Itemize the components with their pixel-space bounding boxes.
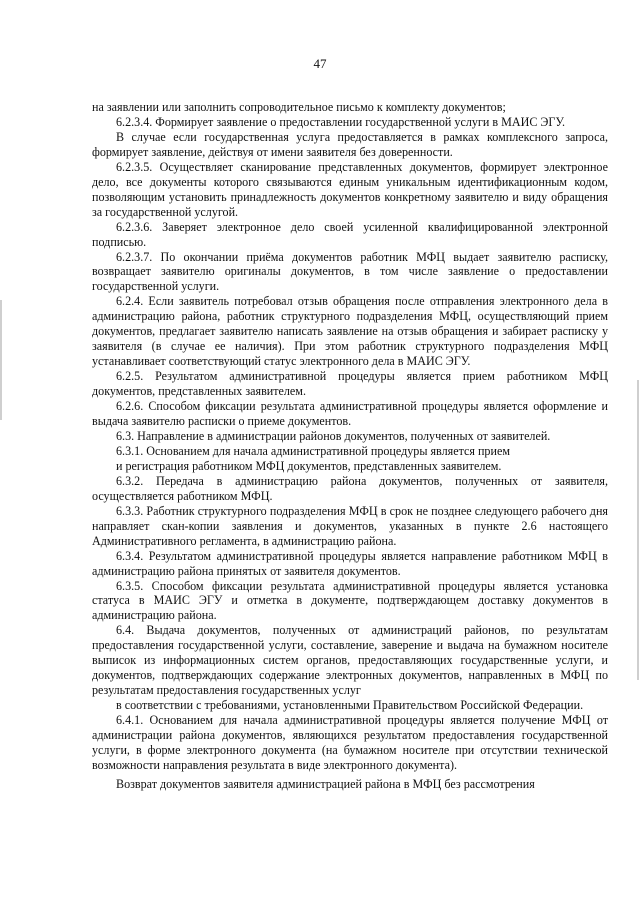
paragraph-6-2-3-7: 6.2.3.7. По окончании приёма документов работник МФЦ выдает заявителю расписку, возвращает заявителю оригиналы документов, в том числе заявление о предоставлении государственной услуги. (92, 249, 608, 294)
paragraph-6-3: 6.3. Направление в администрации районов документов, полученных от заявителей. (116, 428, 551, 443)
paragraph-6-2-5: 6.2.5. Результатом административной процедуры является прием работником МФЦ документов, представленных заявителем. (92, 369, 608, 399)
paragraph-6-4: 6.4. Выдача документов, полученных от администраций районов, по результатам предоставления государственной услуги, составление, заверение и выдача на бумажном носителе выписок из информационных систем органов, предоставляющих государственные услуги, и документов, подтверждающих содержание электронных документов, направленных в МФЦ по результатам предоставления государственных услуг (92, 623, 608, 698)
paragraph-6-3-4: 6.3.4. Результатом административной процедуры является направление работником МФЦ в администрацию района принятых от заявителя документов. (92, 548, 608, 578)
paragraph-6-3-3: 6.3.3. Работник структурного подразделения МФЦ в срок не позднее следующего рабочего дня направляет скан-копии заявления и документов, указанных в пункте 2.6 настоящего Административного регламента, в администрацию района. (92, 503, 608, 548)
paragraph-6-4-continued: в соответствии с требованиями, установленными Правительством Российской Федерации. (116, 698, 584, 713)
paragraph-6-2-4: 6.2.4. Если заявитель потребовал отзыв обращения после отправления электронного дела в администрацию района, работник структурного подразделения МФЦ, осуществляющий прием документов, предлагает заявителю написать заявление на отзыв обращения и забирает расписку у заявителя (в случае ее наличия). При этом работник структурного подразделения МФЦ устанавливает соответствующий статус электронного дела в МАИС ЭГУ. (92, 294, 608, 369)
paragraph-6-3-1: 6.3.1. Основанием для начала административной процедуры является прием (116, 443, 510, 458)
paragraph-6-2-3-5: 6.2.3.5. Осуществляет сканирование представленных документов, формирует электронное дело, все документы которого связываются единым уникальным идентификационным кодом, позволяющим установить принадлежность документов конкретному заявителю и виду обращения за государственной услугой. (92, 159, 608, 219)
paragraph-6-3-5: 6.3.5. Способом фиксации результата административной процедуры является установка статуса в МАИС ЭГУ и отметка в документе, подтверждающем доставку документов в администрацию района. (92, 578, 608, 623)
page-number: 47 (313, 56, 327, 71)
paragraph-6-3-2: 6.3.2. Передача в администрацию района документов, полученных от заявителя, осуществляется работником МФЦ. (92, 473, 608, 503)
scan-edge-right (637, 380, 639, 680)
scan-edge-left (0, 300, 2, 420)
paragraph-return-documents: Возврат документов заявителя администрацией района в МФЦ без рассмотрения (116, 776, 535, 791)
paragraph-6-2-3-4: 6.2.3.4. Формирует заявление о предоставлении государственной услуги в МАИС ЭГУ. (116, 114, 566, 129)
paragraph-6-4-1: 6.4.1. Основанием для начала административной процедуры является получение МФЦ от администрации района документов, являющихся результатом предоставления государственной услуги, в форме электронного документа (на бумажном носителе при отсутствии технической возможности направления результата в виде электронного документа). (92, 713, 608, 772)
paragraph-continuation: на заявлении или заполнить сопроводительное письмо к комплекту документов; (92, 100, 506, 114)
document-body (92, 100, 608, 792)
paragraph-6-3-1-continued: и регистрация работником МФЦ документов, представленных заявителем. (116, 458, 502, 473)
paragraph-6-2-3-6: 6.2.3.6. Заверяет электронное дело своей усиленной квалифицированной электронной подписью. (92, 219, 608, 249)
paragraph-complex-request: В случае если государственная услуга предоставляется в рамках комплексного запроса, формирует заявление, действуя от имени заявителя без доверенности. (92, 129, 608, 159)
paragraph-6-2-6: 6.2.6. Способом фиксации результата административной процедуры является оформление и выдача заявителю расписки о приеме документов. (92, 399, 608, 429)
